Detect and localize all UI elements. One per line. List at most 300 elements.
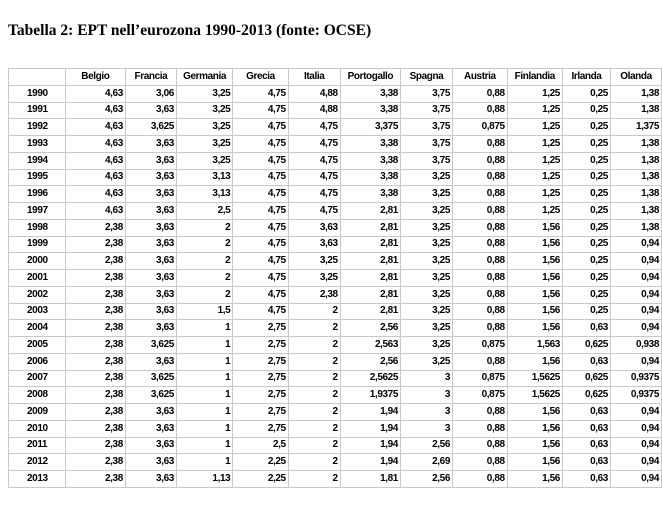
year-cell: 1992 [9,119,66,136]
value-cell: 3,63 [125,169,176,186]
value-cell: 0,88 [453,420,508,437]
year-cell: 1990 [9,85,66,102]
value-cell: 2,5 [176,203,232,220]
table-row [9,387,662,404]
value-cell: 3,63 [125,454,176,471]
value-cell: 3,75 [400,102,452,119]
value-cell: 2 [288,320,340,337]
value-cell: 1,56 [507,353,562,370]
year-cell: 1993 [9,136,66,153]
value-cell: 2 [288,420,340,437]
value-cell: 0,875 [453,119,508,136]
value-cell: 3,63 [125,186,176,203]
value-cell: 1,56 [507,219,562,236]
table-row [9,119,662,136]
value-cell: 2,38 [65,320,125,337]
value-cell: 2,38 [65,404,125,421]
value-cell: 2,38 [65,253,125,270]
value-cell: 3,25 [176,102,232,119]
year-cell: 2006 [9,353,66,370]
value-cell: 4,63 [65,85,125,102]
value-cell: 4,63 [65,119,125,136]
value-cell: 2,75 [233,370,288,387]
value-cell: 2,25 [233,454,288,471]
ept-table [8,68,662,488]
table-title: Tabella 2: EPT nell’eurozona 1990-2013 (fonte: OCSE) [8,22,372,39]
value-cell: 1,5625 [507,387,562,404]
value-cell: 0,63 [562,353,610,370]
value-cell: 3,13 [176,186,232,203]
value-cell: 0,88 [453,270,508,287]
value-cell: 0,63 [562,320,610,337]
value-cell: 3 [400,387,452,404]
value-cell: 2,25 [233,471,288,488]
value-cell: 0,25 [562,203,610,220]
value-cell: 3,75 [400,119,452,136]
value-cell: 0,94 [610,471,661,488]
value-cell: 0,88 [453,320,508,337]
value-cell: 3,63 [125,102,176,119]
value-cell: 0,94 [610,353,661,370]
value-cell: 2 [176,286,232,303]
value-cell: 0,63 [562,437,610,454]
value-cell: 3,25 [400,236,452,253]
value-cell: 2,81 [340,203,400,220]
value-cell: 1,56 [507,270,562,287]
value-cell: 1,9375 [340,387,400,404]
value-cell: 3,25 [400,303,452,320]
value-cell: 4,75 [233,102,288,119]
column-header: Portogallo [340,69,400,86]
value-cell: 2,38 [288,286,340,303]
value-cell: 4,88 [288,102,340,119]
value-cell: 4,88 [288,85,340,102]
table-row [9,303,662,320]
value-cell: 0,25 [562,186,610,203]
value-cell: 1,56 [507,437,562,454]
value-cell: 1,375 [610,119,661,136]
value-cell: 4,63 [65,169,125,186]
value-cell: 4,63 [65,203,125,220]
value-cell: 3,25 [288,270,340,287]
value-cell: 4,63 [65,152,125,169]
value-cell: 0,25 [562,253,610,270]
year-cell: 2011 [9,437,66,454]
value-cell: 2,75 [233,337,288,354]
value-cell: 0,25 [562,236,610,253]
value-cell: 1,56 [507,471,562,488]
year-cell: 2012 [9,454,66,471]
value-cell: 3,25 [400,186,452,203]
value-cell: 0,625 [562,370,610,387]
year-cell: 2013 [9,471,66,488]
value-cell: 0,625 [562,387,610,404]
value-cell: 1,94 [340,420,400,437]
value-cell: 2,56 [340,320,400,337]
value-cell: 3,63 [125,270,176,287]
value-cell: 3,625 [125,370,176,387]
value-cell: 2,38 [65,454,125,471]
value-cell: 2,56 [400,437,452,454]
value-cell: 1,563 [507,337,562,354]
year-cell: 2000 [9,253,66,270]
value-cell: 2,38 [65,420,125,437]
value-cell: 4,75 [233,85,288,102]
value-cell: 2,5 [233,437,288,454]
value-cell: 1,13 [176,471,232,488]
value-cell: 2,38 [65,370,125,387]
value-cell: 4,75 [233,203,288,220]
value-cell: 1,25 [507,119,562,136]
value-cell: 3,63 [125,420,176,437]
table-row [9,203,662,220]
value-cell: 3,63 [125,437,176,454]
table-row [9,320,662,337]
value-cell: 2 [288,437,340,454]
value-cell: 4,75 [288,203,340,220]
value-cell: 3,25 [400,219,452,236]
value-cell: 3,25 [400,203,452,220]
table-row [9,286,662,303]
value-cell: 1,56 [507,236,562,253]
value-cell: 4,75 [233,219,288,236]
value-cell: 3,25 [176,152,232,169]
value-cell: 4,75 [288,152,340,169]
value-cell: 3,75 [400,85,452,102]
table-row [9,404,662,421]
value-cell: 2,38 [65,387,125,404]
value-cell: 3,63 [288,236,340,253]
value-cell: 2,38 [65,437,125,454]
year-cell: 2007 [9,370,66,387]
table-row [9,454,662,471]
value-cell: 3,63 [125,471,176,488]
value-cell: 1,56 [507,286,562,303]
value-cell: 2,38 [65,471,125,488]
value-cell: 1,56 [507,303,562,320]
value-cell: 2,81 [340,253,400,270]
value-cell: 0,94 [610,437,661,454]
value-cell: 3,25 [400,253,452,270]
value-cell: 3,63 [125,353,176,370]
value-cell: 1,25 [507,186,562,203]
value-cell: 0,88 [453,471,508,488]
value-cell: 2 [288,387,340,404]
table-row [9,102,662,119]
year-cell: 1999 [9,236,66,253]
value-cell: 1,5625 [507,370,562,387]
value-cell: 4,75 [288,119,340,136]
value-cell: 1,94 [340,437,400,454]
value-cell: 1,94 [340,404,400,421]
value-cell: 0,25 [562,270,610,287]
year-cell: 1991 [9,102,66,119]
value-cell: 0,94 [610,454,661,471]
value-cell: 0,88 [453,454,508,471]
table-row [9,219,662,236]
value-cell: 1,56 [507,420,562,437]
column-header: Spagna [400,69,452,86]
value-cell: 0,63 [562,454,610,471]
value-cell: 3,63 [125,136,176,153]
table-row [9,420,662,437]
column-header: Belgio [65,69,125,86]
value-cell: 2,56 [340,353,400,370]
value-cell: 2,75 [233,320,288,337]
value-cell: 3,375 [340,119,400,136]
value-cell: 0,88 [453,203,508,220]
value-cell: 0,25 [562,102,610,119]
value-cell: 3,63 [125,236,176,253]
value-cell: 1,38 [610,152,661,169]
year-cell: 2001 [9,270,66,287]
value-cell: 0,9375 [610,387,661,404]
value-cell: 0,88 [453,404,508,421]
value-cell: 1,25 [507,203,562,220]
value-cell: 3,25 [176,136,232,153]
table-row [9,136,662,153]
value-cell: 3,38 [340,102,400,119]
year-cell: 1998 [9,219,66,236]
value-cell: 0,88 [453,236,508,253]
value-cell: 0,875 [453,337,508,354]
value-cell: 4,75 [233,253,288,270]
table-row [9,270,662,287]
value-cell: 3,25 [288,253,340,270]
value-cell: 1,38 [610,85,661,102]
value-cell: 0,9375 [610,370,661,387]
value-cell: 4,75 [233,169,288,186]
value-cell: 2,75 [233,387,288,404]
value-cell: 1,38 [610,203,661,220]
value-cell: 0,94 [610,404,661,421]
value-cell: 3,25 [400,353,452,370]
value-cell: 1,38 [610,136,661,153]
column-header: Italia [288,69,340,86]
value-cell: 1 [176,353,232,370]
table-row [9,169,662,186]
value-cell: 0,94 [610,420,661,437]
value-cell: 4,63 [65,186,125,203]
value-cell: 1,56 [507,454,562,471]
value-cell: 2 [288,454,340,471]
value-cell: 0,875 [453,370,508,387]
column-header: Grecia [233,69,288,86]
value-cell: 0,88 [453,186,508,203]
value-cell: 4,75 [288,169,340,186]
value-cell: 2,38 [65,286,125,303]
year-cell: 2005 [9,337,66,354]
value-cell: 4,63 [65,136,125,153]
value-cell: 2 [288,404,340,421]
value-cell: 0,88 [453,136,508,153]
value-cell: 3,625 [125,119,176,136]
value-cell: 2,38 [65,303,125,320]
value-cell: 3,625 [125,337,176,354]
value-cell: 2 [176,253,232,270]
value-cell: 2 [288,471,340,488]
year-cell: 1996 [9,186,66,203]
value-cell: 0,94 [610,303,661,320]
value-cell: 3,63 [125,152,176,169]
value-cell: 3,25 [400,169,452,186]
value-cell: 0,88 [453,303,508,320]
value-cell: 1,25 [507,102,562,119]
value-cell: 2,38 [65,270,125,287]
value-cell: 0,88 [453,286,508,303]
value-cell: 3,63 [125,404,176,421]
value-cell: 4,75 [233,286,288,303]
value-cell: 2 [288,353,340,370]
value-cell: 3 [400,370,452,387]
column-header: Francia [125,69,176,86]
value-cell: 0,88 [453,102,508,119]
value-cell: 3,25 [400,286,452,303]
table-row [9,370,662,387]
value-cell: 2,5625 [340,370,400,387]
year-cell: 2004 [9,320,66,337]
value-cell: 2,75 [233,420,288,437]
value-cell: 2,38 [65,337,125,354]
value-cell: 1 [176,337,232,354]
value-cell: 1 [176,454,232,471]
value-cell: 3,13 [176,169,232,186]
value-cell: 3,63 [125,320,176,337]
value-cell: 0,63 [562,471,610,488]
value-cell: 2 [176,219,232,236]
value-cell: 1,81 [340,471,400,488]
value-cell: 2 [288,370,340,387]
value-cell: 3,63 [288,219,340,236]
value-cell: 3 [400,420,452,437]
value-cell: 1,38 [610,219,661,236]
value-cell: 0,25 [562,169,610,186]
table-row [9,471,662,488]
value-cell: 2 [176,270,232,287]
value-cell: 4,75 [288,186,340,203]
value-cell: 1 [176,404,232,421]
table-row [9,236,662,253]
value-cell: 1 [176,437,232,454]
value-cell: 3,38 [340,85,400,102]
value-cell: 1,38 [610,102,661,119]
value-cell: 4,63 [65,102,125,119]
value-cell: 0,88 [453,253,508,270]
value-cell: 0,88 [453,85,508,102]
value-cell: 1 [176,420,232,437]
column-header: Austria [453,69,508,86]
year-cell: 1994 [9,152,66,169]
value-cell: 1,25 [507,85,562,102]
value-cell: 4,75 [233,303,288,320]
value-cell: 3,75 [400,152,452,169]
table-row [9,437,662,454]
value-cell: 3,38 [340,169,400,186]
year-cell: 1995 [9,169,66,186]
value-cell: 1,56 [507,253,562,270]
value-cell: 2 [288,303,340,320]
value-cell: 1,25 [507,152,562,169]
value-cell: 2,69 [400,454,452,471]
value-cell: 3,63 [125,219,176,236]
value-cell: 2,38 [65,236,125,253]
value-cell: 0,25 [562,219,610,236]
value-cell: 1 [176,370,232,387]
value-cell: 3,25 [176,85,232,102]
value-cell: 3,625 [125,387,176,404]
table-row [9,337,662,354]
year-cell: 2003 [9,303,66,320]
value-cell: 0,25 [562,303,610,320]
value-cell: 2,81 [340,236,400,253]
value-cell: 3,25 [400,337,452,354]
value-cell: 0,63 [562,404,610,421]
column-header: Germania [176,69,232,86]
value-cell: 4,75 [288,136,340,153]
table-row [9,353,662,370]
value-cell: 1,25 [507,169,562,186]
value-cell: 2,38 [65,353,125,370]
value-cell: 0,25 [562,286,610,303]
value-cell: 0,25 [562,85,610,102]
table-row [9,186,662,203]
value-cell: 3,38 [340,152,400,169]
value-cell: 1,94 [340,454,400,471]
value-cell: 3,25 [176,119,232,136]
value-cell: 0,94 [610,320,661,337]
value-cell: 2,81 [340,303,400,320]
value-cell: 0,94 [610,270,661,287]
column-header: Olanda [610,69,661,86]
value-cell: 2,81 [340,286,400,303]
value-cell: 3,63 [125,203,176,220]
value-cell: 0,94 [610,253,661,270]
value-cell: 4,75 [233,186,288,203]
year-cell: 2002 [9,286,66,303]
corner-cell [9,69,66,86]
value-cell: 1 [176,387,232,404]
value-cell: 0,875 [453,387,508,404]
value-cell: 3,63 [125,286,176,303]
value-cell: 2,563 [340,337,400,354]
value-cell: 4,75 [233,270,288,287]
table-row [9,152,662,169]
value-cell: 3,63 [125,253,176,270]
value-cell: 0,25 [562,136,610,153]
value-cell: 3,63 [125,303,176,320]
table-body [9,85,662,487]
table-row [9,85,662,102]
value-cell: 0,88 [453,169,508,186]
table-row [9,253,662,270]
column-header: Finlandia [507,69,562,86]
year-cell: 2008 [9,387,66,404]
value-cell: 3 [400,404,452,421]
value-cell: 1,38 [610,186,661,203]
column-header: Irlanda [562,69,610,86]
value-cell: 2,81 [340,270,400,287]
value-cell: 3,25 [400,320,452,337]
value-cell: 1,38 [610,169,661,186]
value-cell: 3,25 [400,270,452,287]
value-cell: 4,75 [233,236,288,253]
value-cell: 0,88 [453,437,508,454]
value-cell: 0,625 [562,337,610,354]
year-cell: 2009 [9,404,66,421]
value-cell: 3,06 [125,85,176,102]
value-cell: 2 [176,236,232,253]
value-cell: 0,88 [453,219,508,236]
